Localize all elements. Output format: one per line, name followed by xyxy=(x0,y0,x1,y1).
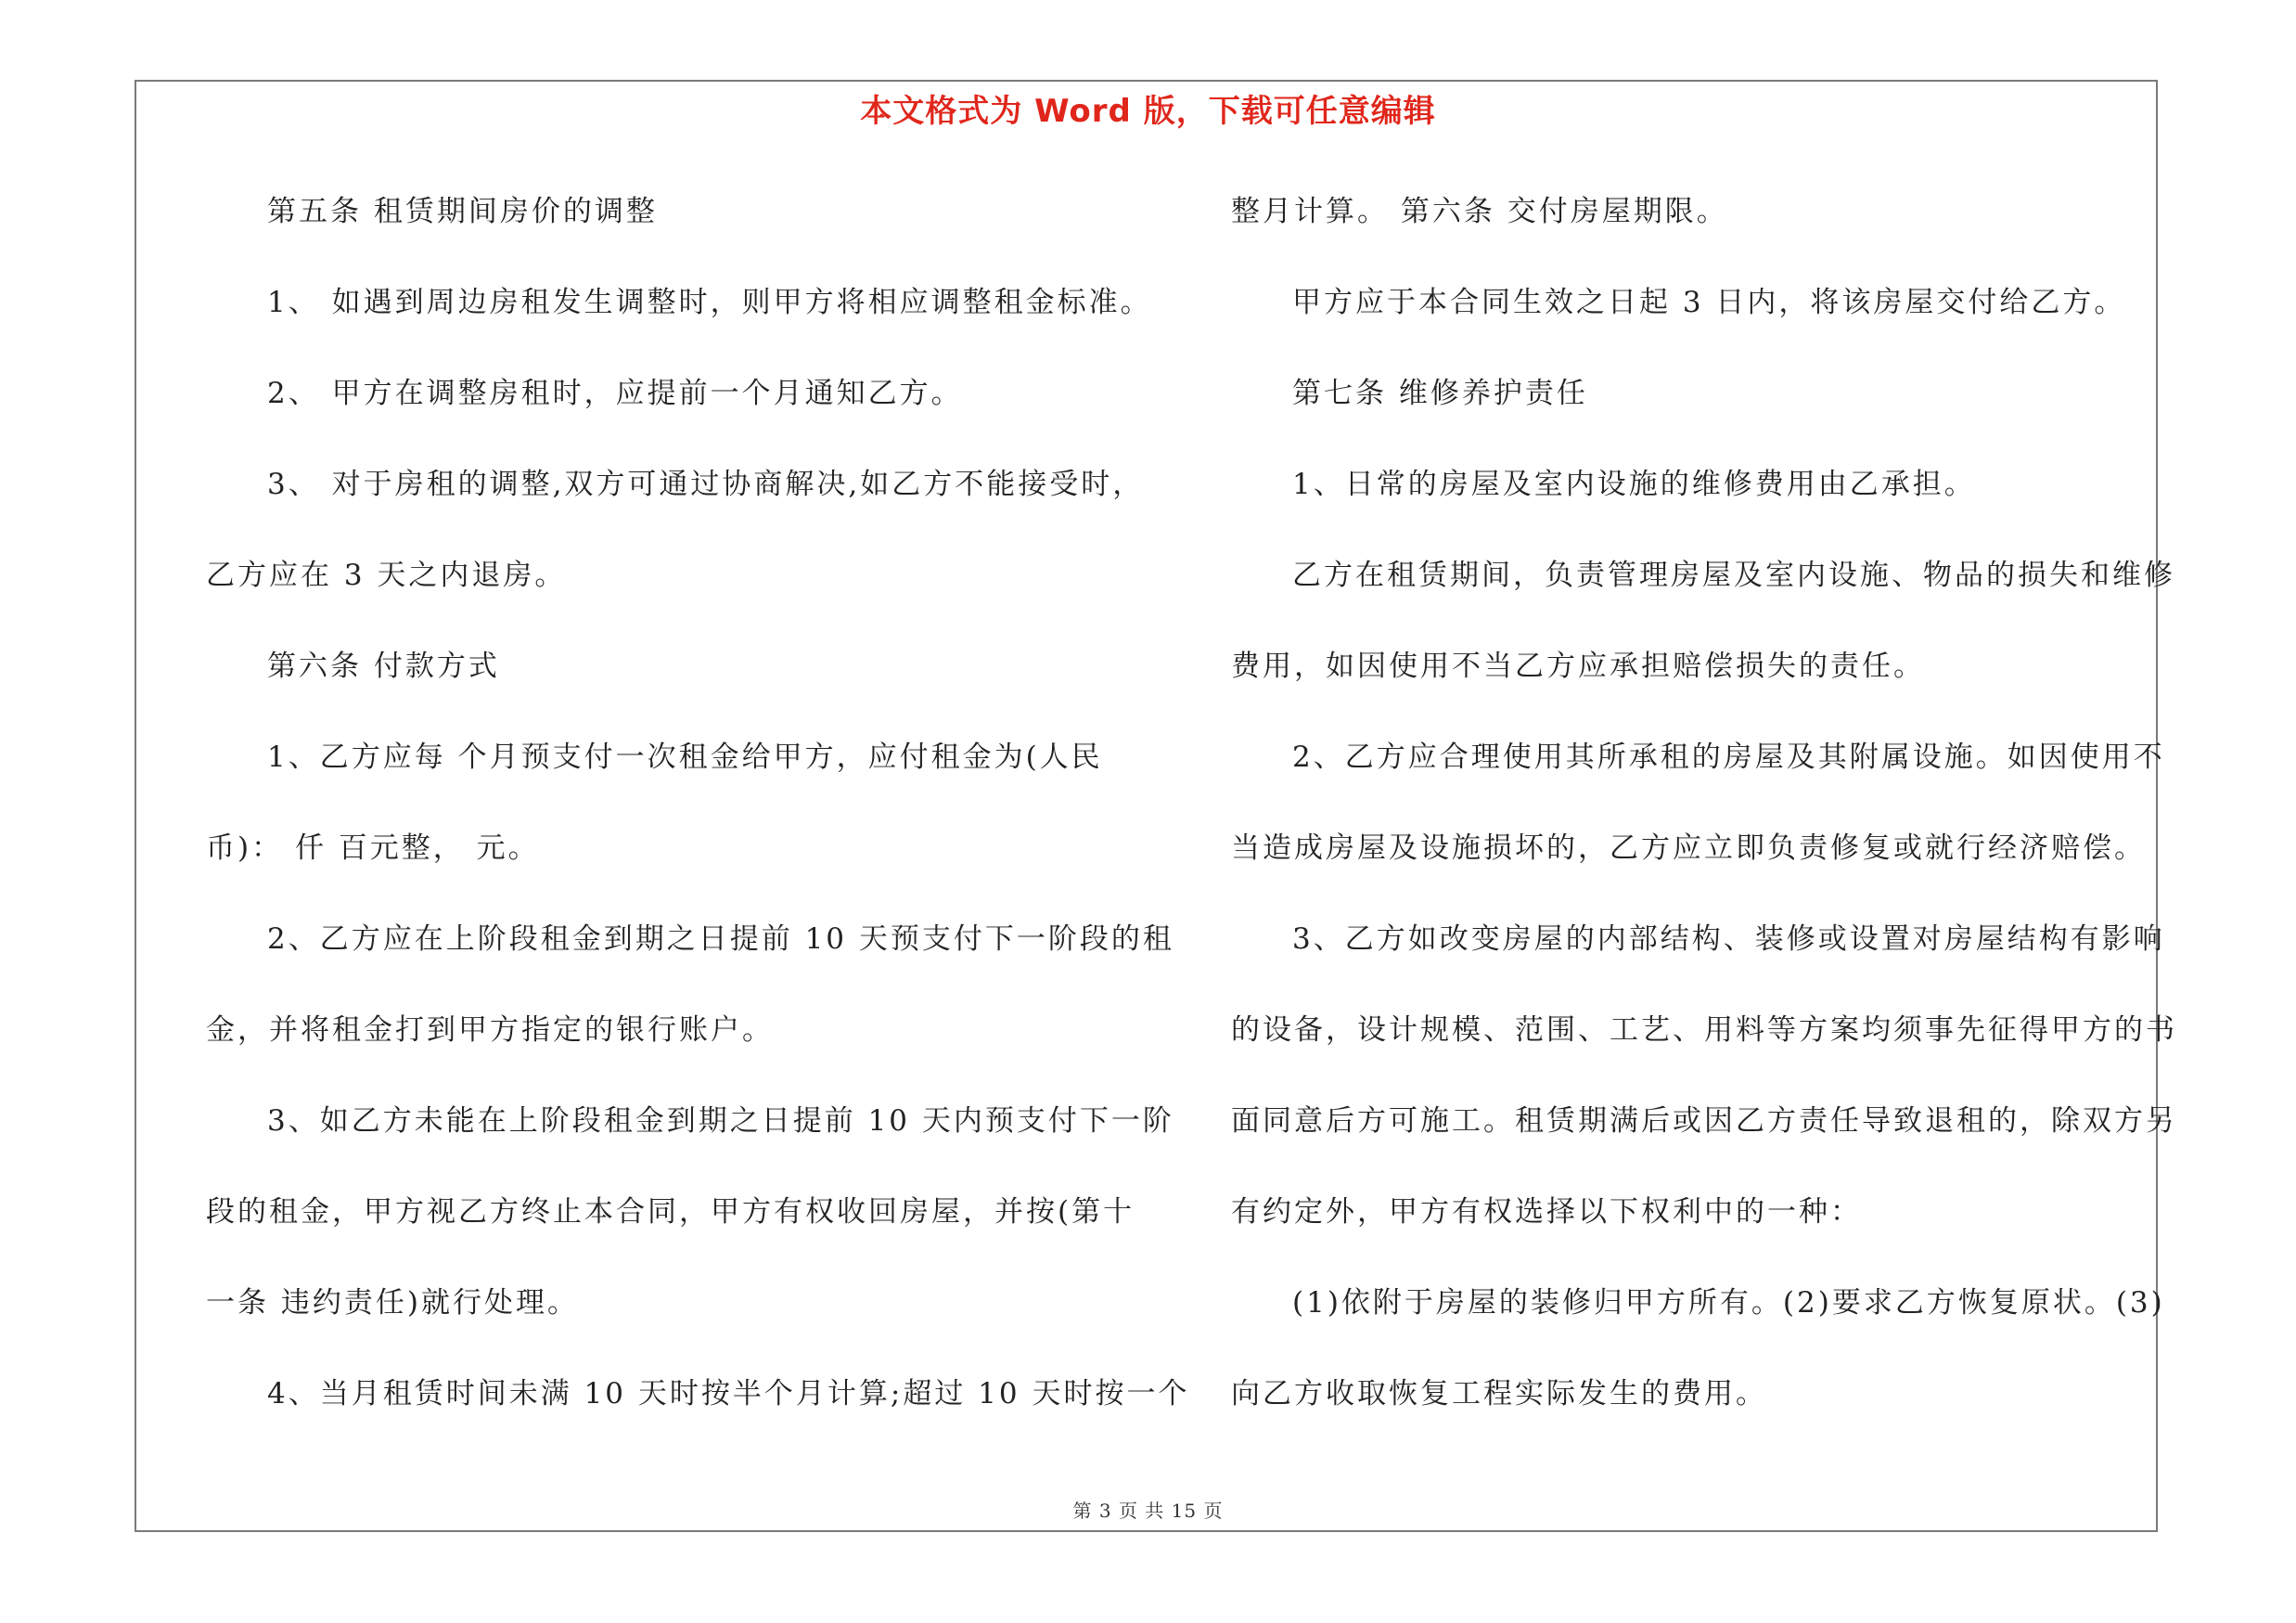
paragraph-line: 2、乙方应合理使用其所承租的房屋及其附属设施。如因使用不 xyxy=(1292,741,2165,774)
paragraph-line: 2、乙方应在上阶段租金到期之日提前 10 天预支付下一阶段的租 xyxy=(267,922,1174,956)
paragraph-line: 币)： 仟 百元整， 元。 xyxy=(206,831,540,865)
paragraph-line: 甲方应于本合同生效之日起 3 日内，将该房屋交付给乙方。 xyxy=(1292,286,2126,319)
paragraph-line: 面同意后方可施工。租赁期满后或因乙方责任导致退租的，除双方另 xyxy=(1231,1104,2177,1138)
paragraph-line: 费用，如因使用不当乙方应承担赔偿损失的责任。 xyxy=(1231,650,1925,683)
paragraph-line: 1、 如遇到周边房租发生调整时，则甲方将相应调整租金标准。 xyxy=(267,286,1152,319)
paragraph-line: 乙方在租赁期间，负责管理房屋及室内设施、物品的损失和维修 xyxy=(1292,559,2175,592)
paragraph-line: 3、如乙方未能在上阶段租金到期之日提前 10 天内预支付下一阶 xyxy=(267,1104,1174,1138)
page-footer: 第 3 页 共 15 页 xyxy=(1072,1500,1224,1522)
header-banner: 本文格式为 Word 版，下载可任意编辑 xyxy=(860,93,1436,130)
paragraph-line: 1、乙方应每 个月预支付一次租金给甲方，应付租金为(人民 xyxy=(267,741,1103,774)
paragraph-line: 3、 对于房租的调整,双方可通过协商解决,如乙方不能接受时， xyxy=(267,468,1145,501)
paragraph-line: 当造成房屋及设施损坏的，乙方应立即负责修复或就行经济赔偿。 xyxy=(1231,831,2146,865)
paragraph-line: 2、 甲方在调整房租时，应提前一个月通知乙方。 xyxy=(267,377,963,410)
paragraph-line: 第七条 维修养护责任 xyxy=(1292,377,1588,410)
paragraph-line: 1、日常的房屋及室内设施的维修费用由乙承担。 xyxy=(1292,468,1976,501)
paragraph-line: (1)依附于房屋的装修归甲方所有。(2)要求乙方恢复原状。(3) xyxy=(1292,1286,2165,1320)
paragraph-line: 第五条 租赁期间房价的调整 xyxy=(267,195,658,228)
paragraph-line: 3、乙方如改变房屋的内部结构、装修或设置对房屋结构有影响 xyxy=(1292,922,2165,956)
paragraph-line: 的设备，设计规模、范围、工艺、用料等方案均须事先征得甲方的书 xyxy=(1231,1013,2177,1047)
paragraph-line: 4、当月租赁时间未满 10 天时按半个月计算;超过 10 天时按一个 xyxy=(267,1377,1190,1410)
paragraph-line: 整月计算。 第六条 交付房屋期限。 xyxy=(1231,195,1728,228)
paragraph-line: 有约定外，甲方有权选择以下权利中的一种： xyxy=(1231,1195,1862,1229)
paragraph-line: 向乙方收取恢复工程实际发生的费用。 xyxy=(1231,1377,1767,1410)
paragraph-line: 段的租金，甲方视乙方终止本合同，甲方有权收回房屋，并按(第十 xyxy=(206,1195,1135,1229)
paragraph-line: 一条 违约责任)就行处理。 xyxy=(206,1286,579,1320)
paragraph-line: 金，并将租金打到甲方指定的银行账户。 xyxy=(206,1013,774,1047)
paragraph-line: 乙方应在 3 天之内退房。 xyxy=(206,559,567,592)
paragraph-line: 第六条 付款方式 xyxy=(267,650,500,683)
